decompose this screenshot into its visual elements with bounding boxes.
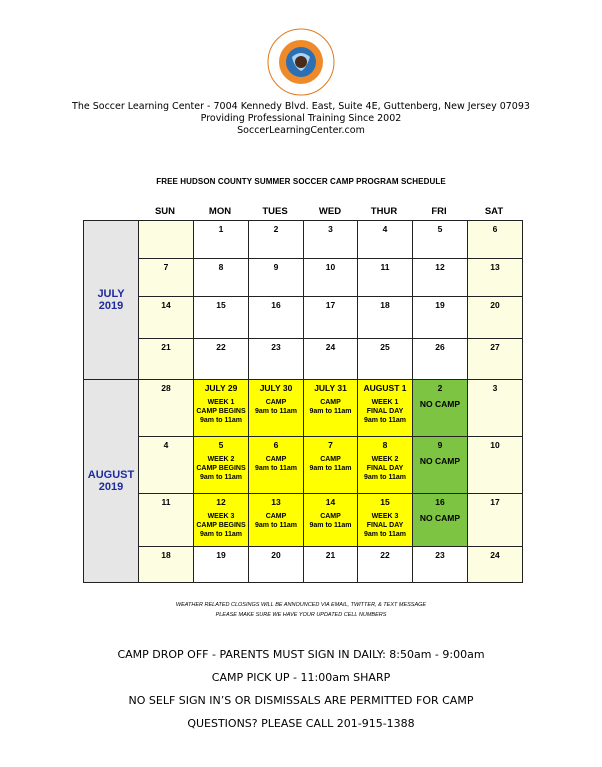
calendar-grid [83,220,523,583]
day-cell: 7 [139,259,194,297]
day-cell: 28 [139,380,194,437]
day-cell: 20 [468,297,523,339]
day-cell: 10 [468,437,523,494]
website-link[interactable]: SoccerLearningCenter.com [237,125,365,136]
day-cell: 24 [304,339,358,380]
calendar-week-row [84,259,523,297]
day-cell: 12 [413,259,468,297]
camp-day-cell: 5 WEEK 2 CAMP BEGINS 9am to 11am [194,437,249,494]
day-cell: 22 [194,339,249,380]
day-cell: 11 [358,259,413,297]
calendar-week-row [84,221,523,259]
day-cell: 26 [413,339,468,380]
day-cell: 1 [194,221,249,259]
day-header-tue: TUES [262,206,288,217]
day-cell: 14 [139,297,194,339]
calendar-week-row [84,547,523,583]
day-header-wed: WED [318,206,342,217]
day-cell: 15 [194,297,249,339]
day-cell: 23 [249,339,304,380]
day-cell: 20 [249,547,304,583]
camp-day-cell: 14 CAMP 9am to 11am [304,494,358,547]
day-cell: 3 [468,380,523,437]
calendar-week-row [84,494,523,547]
day-cell: 21 [139,339,194,380]
month-name: JULY [97,288,125,300]
camp-day-cell: 8 WEEK 2 FINAL DAY 9am to 11am [358,437,413,494]
day-cell: 17 [468,494,523,547]
day-cell: 18 [139,547,194,583]
day-cell: 19 [413,297,468,339]
day-header-thu: THUR [370,206,398,217]
day-cell: 9 [249,259,304,297]
month-year: 2019 [98,300,124,312]
pick-up-info: CAMP PICK UP - 11:00am SHARP [211,671,391,684]
calendar-week-row [84,297,523,339]
camp-day-cell: JULY 31 CAMP 9am to 11am [304,380,358,437]
weather-notice: WEATHER RELATED CLOSINGS WILL BE ANNOUNCED VIA EMAIL, TWITTER, & TEXT MESSAGE PLEASE MAKE SURE WE HAVE YOUR UPDATED CELL NUMBERS [175,602,427,618]
day-cell: 11 [139,494,194,547]
day-cell: 19 [194,547,249,583]
day-cell: 23 [413,547,468,583]
day-cell: 10 [304,259,358,297]
day-header-mon: MON [208,206,232,217]
day-cell: 6 [468,221,523,259]
camp-day-cell: JULY 29 WEEK 1 CAMP BEGINS 9am to 11am [194,380,249,437]
day-header-sun: SUN [154,206,176,217]
camp-day-cell: 6 CAMP 9am to 11am [249,437,304,494]
no-camp-day-cell: 9 NO CAMP [413,437,468,494]
month-label-july [84,221,139,380]
camp-day-cell: 7 CAMP 9am to 11am [304,437,358,494]
address-line: The Soccer Learning Center - 7004 Kennedy Blvd. East, Suite 4E, Guttenberg, New Jersey 07093 [72,101,530,112]
day-cell: 25 [358,339,413,380]
camp-day-cell: AUGUST 1 WEEK 1 FINAL DAY 9am to 11am [358,380,413,437]
day-cell: 5 [413,221,468,259]
day-cell: 18 [358,297,413,339]
day-cell: 13 [468,259,523,297]
camp-day-cell: 15 WEEK 3 FINAL DAY 9am to 11am [358,494,413,547]
contact-info: QUESTIONS? PLEASE CALL 201-915-1388 [187,717,415,730]
day-cell: 27 [468,339,523,380]
drop-off-info: CAMP DROP OFF - PARENTS MUST SIGN IN DAILY: 8:50am - 9:00am [117,648,485,661]
soccer-learning-center-logo [266,27,336,97]
day-cell: 8 [194,259,249,297]
no-camp-day-cell: 16 NO CAMP [413,494,468,547]
day-cell: 16 [249,297,304,339]
camp-day-cell: 12 WEEK 3 CAMP BEGINS 9am to 11am [194,494,249,547]
day-cell: 21 [304,547,358,583]
sign-in-policy: NO SELF SIGN IN’S OR DISMISSALS ARE PERMITTED FOR CAMP [128,694,474,707]
day-header-fri: FRI [431,206,447,217]
month-name: AUGUST [87,469,135,481]
calendar-week-row [84,380,523,437]
day-cell [139,221,194,259]
tagline: Providing Professional Training Since 2002 [200,113,402,124]
day-cell: 17 [304,297,358,339]
day-cell: 4 [139,437,194,494]
month-label-august [84,380,139,583]
camp-day-cell: JULY 30 CAMP 9am to 11am [249,380,304,437]
day-cell: 24 [468,547,523,583]
day-cell: 3 [304,221,358,259]
no-camp-day-cell: 2 NO CAMP [413,380,468,437]
calendar-week-row [84,339,523,380]
day-header-sat: SAT [484,206,504,217]
day-cell: 2 [249,221,304,259]
camp-day-cell: 13 CAMP 9am to 11am [249,494,304,547]
schedule-title: FREE HUDSON COUNTY SUMMER SOCCER CAMP PROGRAM SCHEDULE [156,177,446,186]
calendar-week-row [84,437,523,494]
month-year: 2019 [98,481,124,493]
day-cell: 4 [358,221,413,259]
day-cell: 22 [358,547,413,583]
